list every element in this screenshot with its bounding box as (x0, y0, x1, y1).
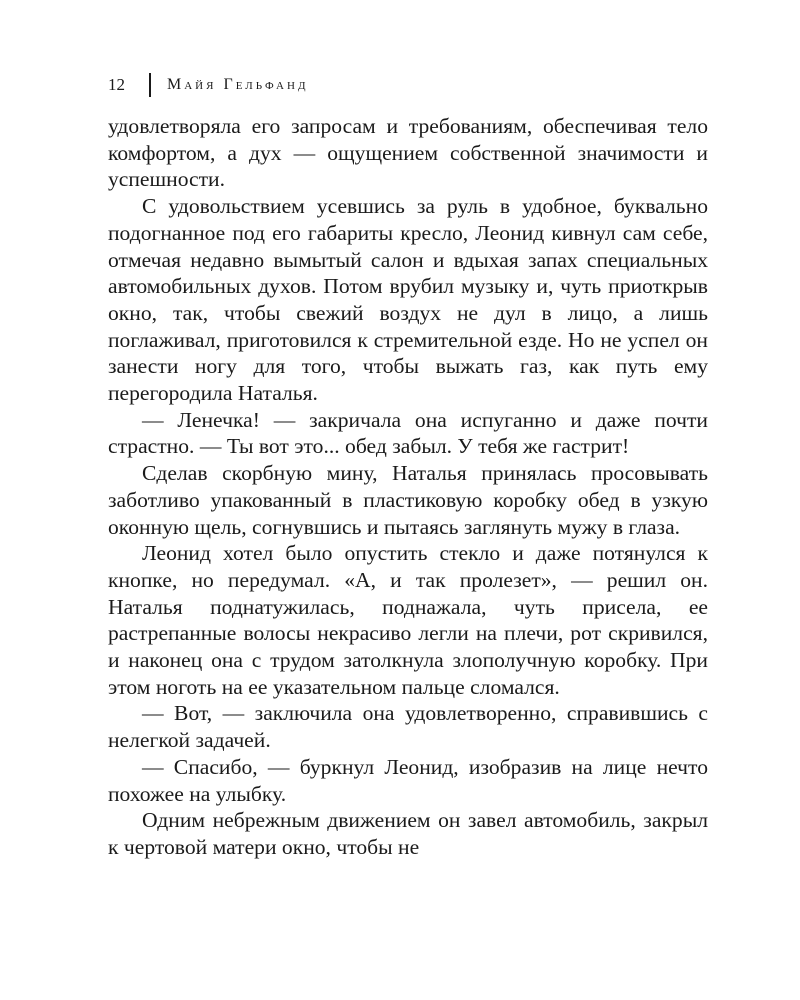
author-name: Майя Гельфанд (167, 76, 309, 93)
paragraph-dialogue: — Спасибо, — буркнул Леонид, изобразив на лице нечто похожее на улыбку. (108, 754, 708, 806)
header-divider (149, 73, 151, 97)
paragraph: Леонид хотел было опустить стекло и даже потянулся к кнопке, но передумал. «А, и так пролезет», — решил он. Наталья поднатужилась, поднажала, чуть присела, ее растрепанные волосы некрасиво легли на плечи, рот скривился, и наконец она с трудом затолкнула злополучную коробку. При этом ноготь на ее указательном пальце сломался. (108, 541, 708, 699)
text-body (108, 113, 708, 861)
page-number: 12 (108, 75, 125, 94)
paragraph: Одним небрежным движением он завел автомобиль, закрыл к чертовой матери окно, чтобы не (108, 808, 708, 859)
paragraph: С удовольствием усевшись за руль в удобное, буквально подогнанное под его габариты кресло, Леонид кивнул сам себе, отмечая недавно вымытый салон и вдыхая запах специальных автомобильных духов. Потом врубил музыку и, чуть приоткрыв окно, так, чтобы свежий воздух не дул в лицо, а лишь поглаживал, приготовился к стремительной езде. Но не успел он занести ногу для того, чтобы выжать газ, как путь ему перегородила Наталья. (108, 194, 708, 406)
running-header (108, 72, 308, 98)
paragraph-dialogue: — Вот, — заключила она удовлетворенно, справившись с нелегкой задачей. (108, 701, 708, 753)
book-page (108, 0, 708, 1000)
paragraph-dialogue: — Ленечка! — закричала она испуганно и даже почти страстно. — Ты вот это... обед забыл. У тебя же гастрит! (108, 407, 708, 459)
paragraph-continued: удовлетворяла его запросам и требованиям, обеспечивая тело комфортом, а дух — ощущением собственной значимости и успешности. (108, 114, 708, 192)
paragraph: Сделав скорбную мину, Наталья принялась просовывать заботливо упакованный в пластиковую коробку обед в узкую оконную щель, согнувшись и пытаясь заглянуть мужу в глаза. (108, 461, 708, 539)
